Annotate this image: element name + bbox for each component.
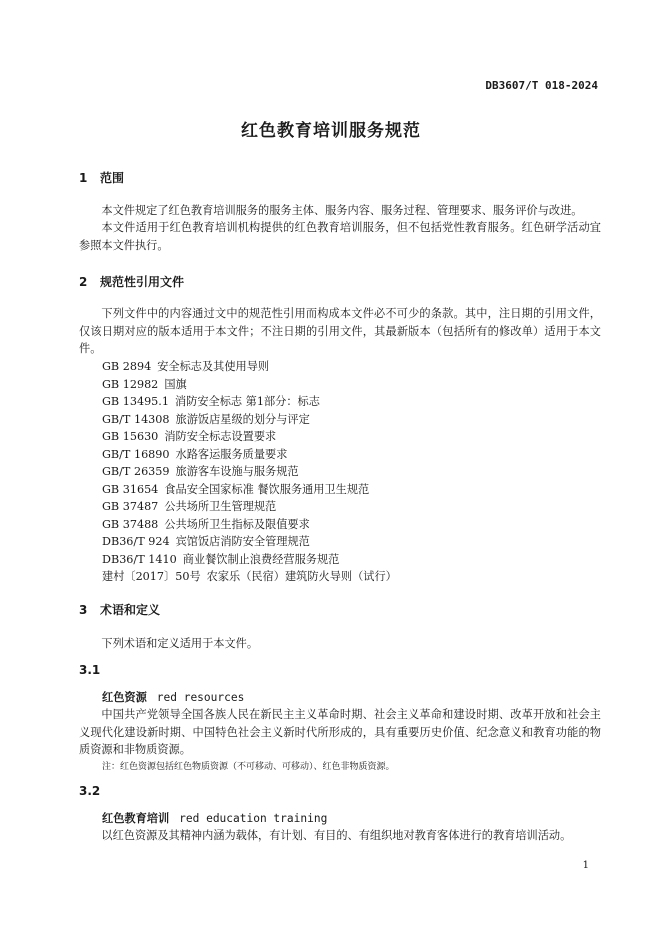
section-title: 范围 <box>100 171 125 185</box>
reference-code: GB 37487 <box>102 500 159 513</box>
reference-title: 食品安全国家标准 餐饮服务通用卫生规范 <box>164 483 370 496</box>
reference-item <box>102 463 299 479</box>
reference-code: GB/T 14308 <box>102 413 170 426</box>
term-english: red resources <box>156 691 245 704</box>
term-number: 3.1 <box>79 663 101 677</box>
reference-item <box>102 446 287 462</box>
reference-item <box>102 358 269 374</box>
reference-code: GB 13495.1 <box>102 395 169 408</box>
reference-item <box>102 428 276 444</box>
reference-title: 国旗 <box>164 378 187 391</box>
reference-code: 建村〔2017〕50号 <box>102 570 201 583</box>
term-definition: 中国共产党领导全国各族人民在新民主主义革命时期、社会主义革命和建设时期、改革开放和社会主义现代化建设新时期、中国特色社会主义新时代所形成的，具有重要历史价值、纪念意义和教育功能的物质资源和非物质资源。 <box>79 708 601 756</box>
reference-item <box>102 376 187 392</box>
reference-item <box>102 498 276 514</box>
reference-code: GB 37488 <box>102 518 159 531</box>
section-heading-scope <box>79 169 124 186</box>
reference-title: 旅游客车设施与服务规范 <box>175 465 299 478</box>
reference-title: 公共场所卫生管理规范 <box>164 500 277 513</box>
reference-code: GB/T 16890 <box>102 448 170 461</box>
term-heading <box>102 810 327 826</box>
term-chinese: 红色资源 <box>102 691 147 704</box>
reference-item <box>102 533 310 549</box>
reference-item <box>102 411 310 427</box>
reference-item <box>102 516 310 532</box>
document-code: DB3607/T 018-2024 <box>485 79 598 92</box>
reference-code: DB36/T 924 <box>102 535 170 548</box>
reference-code: GB/T 26359 <box>102 465 170 478</box>
section-number: 2 <box>79 275 88 289</box>
reference-code: GB 2894 <box>102 360 152 373</box>
reference-title: 商业餐饮制止浪费经营服务规范 <box>182 553 340 566</box>
reference-title: 水路客运服务质量要求 <box>175 448 288 461</box>
section-number: 1 <box>79 171 88 185</box>
reference-title: 消防安全标志 第1部分：标志 <box>174 395 320 408</box>
term-number: 3.2 <box>79 784 101 798</box>
reference-title: 宾馆饭店消防安全管理规范 <box>175 535 310 548</box>
terms-intro-paragraph: 下列术语和定义适用于本文件。 <box>101 637 259 650</box>
reference-code: GB 31654 <box>102 483 159 496</box>
document-title: 红色教育培训服务规范 <box>241 121 421 141</box>
section-heading-normative-references <box>79 273 184 290</box>
reference-code: GB 12982 <box>102 378 159 391</box>
reference-title: 公共场所卫生指标及限值要求 <box>164 518 310 531</box>
reference-code: GB 15630 <box>102 430 159 443</box>
section-title: 规范性引用文件 <box>100 275 185 289</box>
reference-title: 农家乐（民宿）建筑防火导则（试行） <box>206 570 397 583</box>
page-number: 1 <box>582 860 589 871</box>
section-heading-terms <box>79 601 160 618</box>
section-number: 3 <box>79 603 88 617</box>
reference-title: 消防安全标志设置要求 <box>164 430 277 443</box>
term-english: red education training <box>179 812 328 825</box>
term-chinese: 红色教育培训 <box>102 812 170 825</box>
term-definition: 以红色资源及其精神内涵为载体，有计划、有目的、有组织地对教育客体进行的教育培训活动。 <box>101 829 572 842</box>
reference-code: DB36/T 1410 <box>102 553 177 566</box>
section-title: 术语和定义 <box>100 603 161 617</box>
reference-item <box>102 481 369 497</box>
scope-paragraph-2: 本文件适用于红色教育培训机构提供的红色教育培训服务，但不包括党性教育服务。红色研学活动宜参照本文件执行。 <box>79 221 601 252</box>
term-heading <box>102 689 244 705</box>
reference-item <box>102 393 320 409</box>
scope-paragraph-1: 本文件规定了红色教育培训服务的服务主体、服务内容、服务过程、管理要求、服务评价与改进。 <box>101 204 583 217</box>
reference-title: 安全标志及其使用导则 <box>157 360 270 373</box>
reference-item <box>102 568 397 584</box>
normative-intro-paragraph: 下列文件中的内容通过文中的规范性引用而构成本文件必不可少的条款。其中，注日期的引用文件，仅该日期对应的版本适用于本文件；不注日期的引用文件，其最新版本（包括所有的修改单）适用于本文件。 <box>79 307 601 355</box>
reference-item <box>102 551 339 567</box>
term-note: 注：红色资源包括红色物质资源（不可移动、可移动）、红色非物质资源。 <box>102 762 395 772</box>
reference-title: 旅游饭店星级的划分与评定 <box>175 413 310 426</box>
